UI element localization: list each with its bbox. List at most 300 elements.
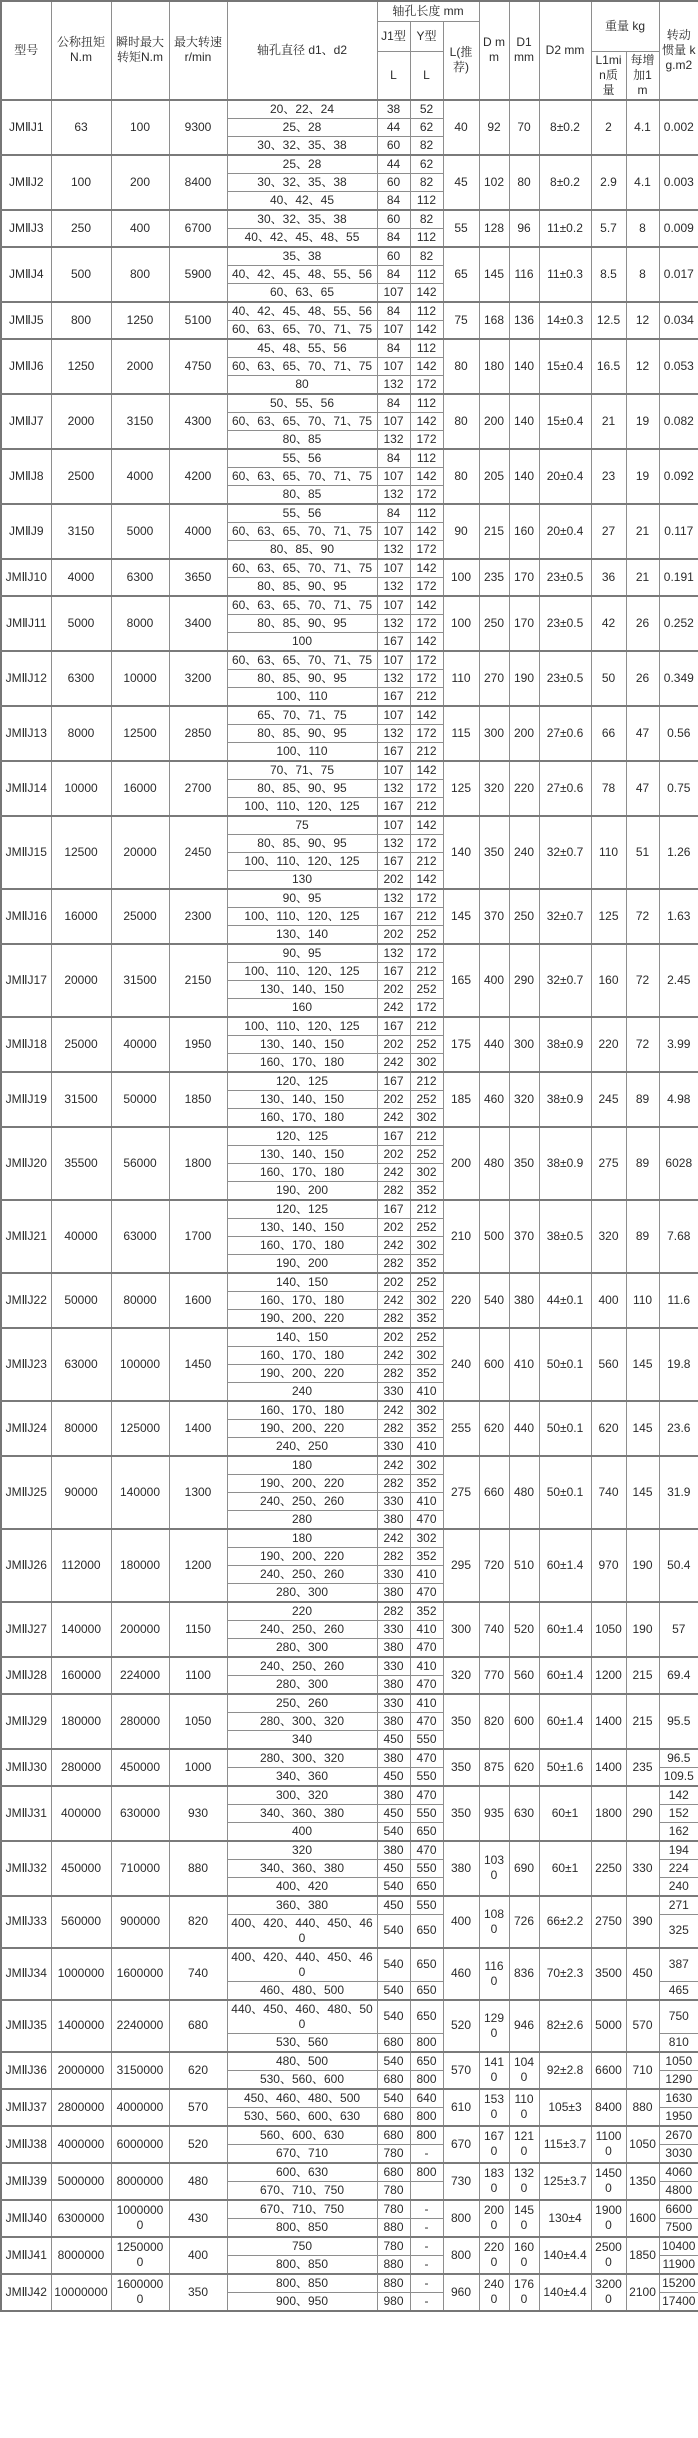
l1-min-mass-cell: 42: [591, 596, 626, 651]
max-speed-cell: 3400: [169, 596, 227, 651]
d2-cell: 20±0.4: [539, 504, 591, 559]
y-length-cell: 410: [410, 1694, 443, 1713]
d2-cell: 15±0.4: [539, 394, 591, 449]
y-length-cell: 212: [410, 1017, 443, 1036]
max-speed-cell: 1800: [169, 1127, 227, 1200]
max-speed-cell: 3650: [169, 559, 227, 596]
model-cell: JMⅡJ11: [1, 596, 51, 651]
j1-length-cell: 60: [377, 136, 410, 155]
inertia-cell: 109.5: [659, 1767, 698, 1786]
bore-diameter-cell: 190、200、220: [227, 1364, 377, 1382]
y-length-cell: 470: [410, 1675, 443, 1694]
model-cell: JMⅡJ14: [1, 761, 51, 816]
model-cell: JMⅡJ4: [1, 247, 51, 302]
l-recommended-cell: 40: [443, 100, 479, 155]
y-length-cell: 252: [410, 1218, 443, 1236]
y-length-cell: 142: [410, 596, 443, 615]
header-y-l: L: [410, 51, 443, 100]
l-recommended-cell: 210: [443, 1200, 479, 1273]
per-extra-meter-cell: 290: [626, 1786, 659, 1841]
y-length-cell: 82: [410, 210, 443, 229]
per-extra-meter-cell: 1850: [626, 2237, 659, 2274]
nominal-torque-cell: 100: [51, 155, 111, 210]
bore-diameter-cell: 100、110、120、125: [227, 1017, 377, 1036]
bore-diameter-cell: 55、56: [227, 504, 377, 523]
d1-cell: 1450: [509, 2200, 539, 2237]
y-length-cell: 550: [410, 1730, 443, 1749]
model-cell: JMⅡJ13: [1, 706, 51, 761]
bore-diameter-cell: 180: [227, 1456, 377, 1475]
j1-length-cell: 167: [377, 907, 410, 925]
d2-cell: 27±0.6: [539, 761, 591, 816]
l-recommended-cell: 240: [443, 1328, 479, 1401]
max-speed-cell: 880: [169, 1841, 227, 1896]
l1-min-mass-cell: 12.5: [591, 302, 626, 339]
y-length-cell: 142: [410, 816, 443, 835]
d2-cell: 60±1.4: [539, 1602, 591, 1657]
d2-cell: 27±0.6: [539, 706, 591, 761]
j1-length-cell: 107: [377, 559, 410, 578]
bore-diameter-cell: 30、32、35、38: [227, 173, 377, 191]
y-length-cell: 82: [410, 173, 443, 191]
nominal-torque-cell: 5000000: [51, 2163, 111, 2200]
l-recommended-cell: 100: [443, 559, 479, 596]
j1-length-cell: 167: [377, 632, 410, 651]
table-row: [1, 2052, 698, 2071]
inertia-cell: 325: [659, 1914, 698, 1948]
l1-min-mass-cell: 3500: [591, 1948, 626, 2000]
bore-diameter-cell: 440、450、460、480、500: [227, 2000, 377, 2034]
per-extra-meter-cell: 215: [626, 1657, 659, 1694]
l1-min-mass-cell: 275: [591, 1127, 626, 1200]
d-cell: 600: [479, 1328, 509, 1401]
y-length-cell: 212: [410, 962, 443, 980]
y-length-cell: 142: [410, 870, 443, 889]
bore-diameter-cell: 130、140: [227, 925, 377, 944]
y-length-cell: 112: [410, 339, 443, 358]
d-cell: 400: [479, 944, 509, 1017]
bore-diameter-cell: 80、85、90、95: [227, 577, 377, 596]
max-momentary-torque-cell: 4000: [111, 449, 169, 504]
inertia-cell: 162: [659, 1822, 698, 1841]
bore-diameter-cell: 80、85: [227, 485, 377, 504]
model-cell: JMⅡJ2: [1, 155, 51, 210]
d1-cell: 1210: [509, 2126, 539, 2163]
l-recommended-cell: 140: [443, 816, 479, 889]
y-length-cell: 252: [410, 1035, 443, 1053]
bore-diameter-cell: 130、140、150: [227, 1218, 377, 1236]
bore-diameter-cell: 480、500: [227, 2052, 377, 2071]
l-recommended-cell: 75: [443, 302, 479, 339]
j1-length-cell: 132: [377, 430, 410, 449]
max-momentary-torque-cell: 180000: [111, 1529, 169, 1602]
l1-min-mass-cell: 5000: [591, 2000, 626, 2052]
model-cell: JMⅡJ31: [1, 1786, 51, 1841]
bore-diameter-cell: 130: [227, 870, 377, 889]
max-momentary-torque-cell: 800: [111, 247, 169, 302]
d-cell: 215: [479, 504, 509, 559]
j1-length-cell: 167: [377, 742, 410, 761]
inertia-cell: 3.99: [659, 1017, 698, 1072]
nominal-torque-cell: 160000: [51, 1657, 111, 1694]
d-cell: 1030: [479, 1841, 509, 1896]
bore-diameter-cell: 130、140、150: [227, 1145, 377, 1163]
y-length-cell: 112: [410, 265, 443, 283]
d1-cell: 410: [509, 1328, 539, 1401]
per-extra-meter-cell: 880: [626, 2089, 659, 2126]
y-length-cell: 650: [410, 1981, 443, 2000]
d-cell: 720: [479, 1529, 509, 1602]
nominal-torque-cell: 6300000: [51, 2200, 111, 2237]
y-length-cell: -: [410, 2200, 443, 2219]
y-length-cell: 142: [410, 632, 443, 651]
l1-min-mass-cell: 1800: [591, 1786, 626, 1841]
max-momentary-torque-cell: 125000: [111, 1401, 169, 1456]
y-length-cell: 142: [410, 283, 443, 302]
header-d1: D1 mm: [509, 1, 539, 100]
l-recommended-cell: 80: [443, 339, 479, 394]
model-cell: JMⅡJ34: [1, 1948, 51, 2000]
d-cell: 92: [479, 100, 509, 155]
table-row: [1, 559, 698, 578]
y-length-cell: 650: [410, 1914, 443, 1948]
l-recommended-cell: 80: [443, 394, 479, 449]
bore-diameter-cell: 280、300: [227, 1638, 377, 1657]
y-length-cell: 252: [410, 1273, 443, 1292]
model-cell: JMⅡJ41: [1, 2237, 51, 2274]
j1-length-cell: 380: [377, 1749, 410, 1768]
d1-cell: 726: [509, 1896, 539, 1948]
j1-length-cell: 380: [377, 1510, 410, 1529]
d1-cell: 370: [509, 1200, 539, 1273]
d1-cell: 170: [509, 559, 539, 596]
j1-length-cell: 330: [377, 1565, 410, 1583]
inertia-cell: 69.4: [659, 1657, 698, 1694]
y-length-cell: 112: [410, 228, 443, 247]
l1-min-mass-cell: 8400: [591, 2089, 626, 2126]
per-extra-meter-cell: 8: [626, 210, 659, 247]
bore-diameter-cell: 40、42、45、48、55、56: [227, 302, 377, 321]
j1-length-cell: 167: [377, 852, 410, 870]
l1-min-mass-cell: 970: [591, 1529, 626, 1602]
l-recommended-cell: 800: [443, 2200, 479, 2237]
j1-length-cell: 132: [377, 485, 410, 504]
y-length-cell: 410: [410, 1620, 443, 1638]
nominal-torque-cell: 280000: [51, 1749, 111, 1786]
y-length-cell: 470: [410, 1712, 443, 1730]
nominal-torque-cell: 560000: [51, 1896, 111, 1948]
bore-diameter-cell: 750: [227, 2237, 377, 2256]
j1-length-cell: 880: [377, 2274, 410, 2293]
inertia-cell: 11900: [659, 2255, 698, 2274]
max-momentary-torque-cell: 20000: [111, 816, 169, 889]
j1-length-cell: 282: [377, 1181, 410, 1200]
max-speed-cell: 9300: [169, 100, 227, 155]
max-speed-cell: 930: [169, 1786, 227, 1841]
j1-length-cell: 282: [377, 1547, 410, 1565]
l-recommended-cell: 350: [443, 1786, 479, 1841]
d-cell: 235: [479, 559, 509, 596]
model-cell: JMⅡJ17: [1, 944, 51, 1017]
y-length-cell: 212: [410, 1072, 443, 1091]
per-extra-meter-cell: 26: [626, 651, 659, 706]
inertia-cell: 4060: [659, 2163, 698, 2182]
d1-cell: 510: [509, 1529, 539, 1602]
per-extra-meter-cell: 51: [626, 816, 659, 889]
l-recommended-cell: 320: [443, 1657, 479, 1694]
j1-length-cell: 242: [377, 1291, 410, 1309]
j1-length-cell: 380: [377, 1638, 410, 1657]
y-length-cell: 212: [410, 907, 443, 925]
nominal-torque-cell: 63: [51, 100, 111, 155]
l-recommended-cell: 80: [443, 449, 479, 504]
model-cell: JMⅡJ28: [1, 1657, 51, 1694]
inertia-cell: 11.6: [659, 1273, 698, 1328]
table-row: [1, 761, 698, 780]
table-row: [1, 2163, 698, 2182]
nominal-torque-cell: 250: [51, 210, 111, 247]
bore-diameter-cell: 60、63、65、70、71、75: [227, 522, 377, 540]
d2-cell: 92±2.8: [539, 2052, 591, 2089]
max-momentary-torque-cell: 16000: [111, 761, 169, 816]
d1-cell: 560: [509, 1657, 539, 1694]
bore-diameter-cell: 25、28: [227, 118, 377, 136]
l-recommended-cell: 400: [443, 1896, 479, 1948]
table-row: [1, 1529, 698, 1548]
l1-min-mass-cell: 19000: [591, 2200, 626, 2237]
bore-diameter-cell: 100: [227, 632, 377, 651]
model-cell: JMⅡJ39: [1, 2163, 51, 2200]
max-speed-cell: 6700: [169, 210, 227, 247]
d-cell: 205: [479, 449, 509, 504]
max-speed-cell: 4750: [169, 339, 227, 394]
bore-diameter-cell: 40、42、45: [227, 191, 377, 210]
header-max-speed: 最大转速 r/min: [169, 1, 227, 100]
max-speed-cell: 2300: [169, 889, 227, 944]
d2-cell: 11±0.2: [539, 210, 591, 247]
inertia-cell: 0.56: [659, 706, 698, 761]
y-length-cell: 410: [410, 1565, 443, 1583]
y-length-cell: 142: [410, 412, 443, 430]
bore-diameter-cell: 130、140、150: [227, 1035, 377, 1053]
table-row: [1, 100, 698, 119]
max-speed-cell: 5900: [169, 247, 227, 302]
bore-diameter-cell: 800、850: [227, 2274, 377, 2293]
j1-length-cell: 680: [377, 2126, 410, 2145]
model-cell: JMⅡJ42: [1, 2274, 51, 2311]
max-momentary-torque-cell: 1250: [111, 302, 169, 339]
j1-length-cell: 450: [377, 1804, 410, 1822]
bore-diameter-cell: 100、110、120、125: [227, 852, 377, 870]
nominal-torque-cell: 500: [51, 247, 111, 302]
bore-diameter-cell: 80、85、90、95: [227, 724, 377, 742]
d1-cell: 290: [509, 944, 539, 1017]
bore-diameter-cell: 160、170、180: [227, 1053, 377, 1072]
max-momentary-torque-cell: 6000000: [111, 2126, 169, 2163]
max-momentary-torque-cell: 2240000: [111, 2000, 169, 2052]
j1-length-cell: 202: [377, 980, 410, 998]
y-length-cell: 212: [410, 742, 443, 761]
d1-cell: 836: [509, 1948, 539, 2000]
table-row: [1, 1328, 698, 1347]
j1-length-cell: 450: [377, 1896, 410, 1915]
l1-min-mass-cell: 14500: [591, 2163, 626, 2200]
max-speed-cell: 4300: [169, 394, 227, 449]
y-length-cell: -: [410, 2218, 443, 2237]
table-row: [1, 2200, 698, 2219]
j1-length-cell: 84: [377, 504, 410, 523]
per-extra-meter-cell: 21: [626, 559, 659, 596]
d-cell: 1080: [479, 1896, 509, 1948]
bore-diameter-cell: 340、360: [227, 1767, 377, 1786]
nominal-torque-cell: 63000: [51, 1328, 111, 1401]
d-cell: 102: [479, 155, 509, 210]
j1-length-cell: 282: [377, 1474, 410, 1492]
max-momentary-torque-cell: 12500: [111, 706, 169, 761]
j1-length-cell: 242: [377, 1108, 410, 1127]
model-cell: JMⅡJ7: [1, 394, 51, 449]
d1-cell: 480: [509, 1456, 539, 1529]
l1-min-mass-cell: 2.9: [591, 155, 626, 210]
nominal-torque-cell: 5000: [51, 596, 111, 651]
y-length-cell: 172: [410, 889, 443, 908]
y-length-cell: 252: [410, 925, 443, 944]
header-l1-min-mass: L1min质量: [591, 51, 626, 100]
bore-diameter-cell: 220: [227, 1602, 377, 1621]
d2-cell: 130±4: [539, 2200, 591, 2237]
y-length-cell: 550: [410, 1804, 443, 1822]
bore-diameter-cell: 530、560、600、630: [227, 2107, 377, 2126]
per-extra-meter-cell: 1350: [626, 2163, 659, 2200]
bore-diameter-cell: 160、170、180: [227, 1291, 377, 1309]
y-length-cell: 470: [410, 1510, 443, 1529]
y-length-cell: -: [410, 2274, 443, 2293]
per-extra-meter-cell: 89: [626, 1072, 659, 1127]
model-cell: JMⅡJ21: [1, 1200, 51, 1273]
nominal-torque-cell: 400000: [51, 1786, 111, 1841]
d-cell: 200: [479, 394, 509, 449]
inertia-cell: 0.082: [659, 394, 698, 449]
inertia-cell: 0.009: [659, 210, 698, 247]
j1-length-cell: 242: [377, 1346, 410, 1364]
j1-length-cell: 780: [377, 2181, 410, 2200]
bore-diameter-cell: 280: [227, 1510, 377, 1529]
max-momentary-torque-cell: 3150: [111, 394, 169, 449]
l1-min-mass-cell: 2: [591, 100, 626, 155]
d-cell: 770: [479, 1657, 509, 1694]
model-cell: JMⅡJ33: [1, 1896, 51, 1948]
inertia-cell: 6600: [659, 2200, 698, 2219]
l-recommended-cell: 730: [443, 2163, 479, 2200]
bore-diameter-cell: 90、95: [227, 889, 377, 908]
inertia-cell: 152: [659, 1804, 698, 1822]
j1-length-cell: 242: [377, 1401, 410, 1420]
max-speed-cell: 3200: [169, 651, 227, 706]
y-length-cell: 352: [410, 1309, 443, 1328]
y-length-cell: 650: [410, 2000, 443, 2034]
j1-length-cell: 980: [377, 2292, 410, 2311]
bore-diameter-cell: 190、200、220: [227, 1419, 377, 1437]
d-cell: 250: [479, 596, 509, 651]
y-length-cell: 650: [410, 1822, 443, 1841]
j1-length-cell: 84: [377, 339, 410, 358]
d1-cell: 520: [509, 1602, 539, 1657]
model-cell: JMⅡJ20: [1, 1127, 51, 1200]
j1-length-cell: 780: [377, 2144, 410, 2163]
bore-diameter-cell: 340: [227, 1730, 377, 1749]
d2-cell: 140±4.4: [539, 2237, 591, 2274]
y-length-cell: 302: [410, 1236, 443, 1254]
j1-length-cell: 540: [377, 1822, 410, 1841]
inertia-cell: 240: [659, 1877, 698, 1896]
max-speed-cell: 8400: [169, 155, 227, 210]
j1-length-cell: 202: [377, 1090, 410, 1108]
y-length-cell: 172: [410, 540, 443, 559]
d1-cell: 136: [509, 302, 539, 339]
j1-length-cell: 202: [377, 1035, 410, 1053]
max-momentary-torque-cell: 10000000: [111, 2200, 169, 2237]
max-speed-cell: 620: [169, 2052, 227, 2089]
d1-cell: 440: [509, 1401, 539, 1456]
model-cell: JMⅡJ5: [1, 302, 51, 339]
table-row: [1, 2000, 698, 2034]
j1-length-cell: 167: [377, 687, 410, 706]
d1-cell: 140: [509, 394, 539, 449]
l1-min-mass-cell: 1050: [591, 1602, 626, 1657]
max-momentary-torque-cell: 200: [111, 155, 169, 210]
d2-cell: 60±1: [539, 1841, 591, 1896]
d-cell: 1830: [479, 2163, 509, 2200]
j1-length-cell: 202: [377, 925, 410, 944]
j1-length-cell: 330: [377, 1657, 410, 1676]
l-recommended-cell: 275: [443, 1456, 479, 1529]
y-length-cell: 302: [410, 1346, 443, 1364]
l1-min-mass-cell: 21: [591, 394, 626, 449]
d2-cell: 8±0.2: [539, 100, 591, 155]
y-length-cell: 212: [410, 1127, 443, 1146]
per-extra-meter-cell: 190: [626, 1529, 659, 1602]
max-speed-cell: 4000: [169, 504, 227, 559]
max-momentary-torque-cell: 3150000: [111, 2052, 169, 2089]
nominal-torque-cell: 140000: [51, 1602, 111, 1657]
l1-min-mass-cell: 560: [591, 1328, 626, 1401]
l-recommended-cell: 45: [443, 155, 479, 210]
d2-cell: 38±0.5: [539, 1200, 591, 1273]
j1-length-cell: 330: [377, 1620, 410, 1638]
d-cell: 2000: [479, 2200, 509, 2237]
inertia-cell: 0.053: [659, 339, 698, 394]
y-length-cell: 650: [410, 1948, 443, 1982]
d1-cell: 946: [509, 2000, 539, 2052]
bore-diameter-cell: 100、110、120、125: [227, 962, 377, 980]
nominal-torque-cell: 2500: [51, 449, 111, 504]
header-j1-type: J1型: [377, 21, 410, 51]
bore-diameter-cell: 60、63、65、70、71、75: [227, 559, 377, 578]
bore-diameter-cell: 120、125: [227, 1200, 377, 1219]
per-extra-meter-cell: 215: [626, 1694, 659, 1749]
bore-diameter-cell: 65、70、71、75: [227, 706, 377, 725]
y-length-cell: 352: [410, 1364, 443, 1382]
model-cell: JMⅡJ16: [1, 889, 51, 944]
j1-length-cell: 880: [377, 2218, 410, 2237]
l1-min-mass-cell: 11000: [591, 2126, 626, 2163]
nominal-torque-cell: 450000: [51, 1841, 111, 1896]
j1-length-cell: 282: [377, 1254, 410, 1273]
bore-diameter-cell: 60、63、65、70、71、75: [227, 357, 377, 375]
bore-diameter-cell: 280、300: [227, 1583, 377, 1602]
d2-cell: 23±0.5: [539, 651, 591, 706]
per-extra-meter-cell: 8: [626, 247, 659, 302]
